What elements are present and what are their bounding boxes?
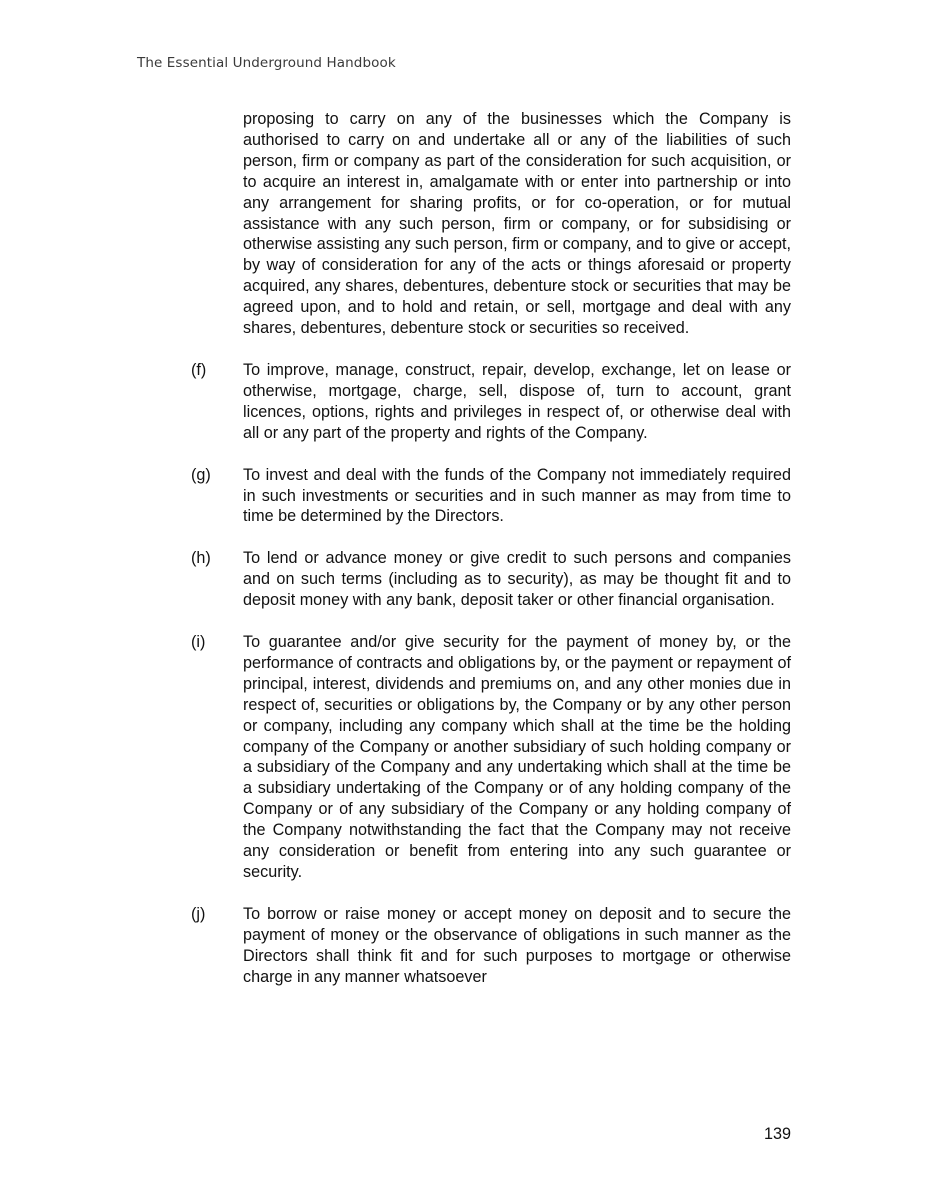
clause-label: (h) [191, 549, 211, 568]
clause-text: To invest and deal with the funds of the Company not immediately required in such investments or securities and in such manner as may from time to time be determined by the Directors. [243, 465, 791, 526]
clause-f [0, 360, 926, 444]
continuation-paragraph: proposing to carry on any of the businesses which the Company is authorised to carry on and undertake all or any of the liabilities of such person, firm or company as part of the consideration for such acquisition, or to acquire an interest in, amalgamate with or enter into partnership or into any arrangement for sharing profits, or for co-operation, or for mutual assistance with any such person, firm or company, or for subsidising or otherwise assisting any such person, firm or company, and to give or accept, by way of consideration for any of the acts or things aforesaid or property acquired, any shares, debentures, debenture stock or securities that may be agreed upon, and to hold and retain, or sell, mortgage and deal with any shares, debentures, debenture stock or securities so received. [243, 110, 791, 338]
clause-j [0, 904, 926, 988]
clause-text: To lend or advance money or give credit to such persons and companies and on such terms (including as to security), as may be thought fit and to deposit money with any bank, deposit taker or other financial organisation. [243, 549, 791, 610]
page-body [0, 109, 926, 988]
clause-label: (i) [191, 633, 206, 652]
clause-i [0, 632, 926, 883]
clause-label: (j) [191, 904, 206, 923]
running-header: The Essential Underground Handbook [137, 55, 396, 71]
clause-label: (g) [191, 465, 211, 484]
clause-text: To improve, manage, construct, repair, develop, exchange, let on lease or otherwise, mortgage, charge, sell, dispose of, turn to account, grant licences, options, rights and privileges in respect of, or otherwise deal with all or any part of the property and rights of the Company. [243, 360, 791, 442]
clause-text: To borrow or raise money or accept money on deposit and to secure the payment of money or the observance of obligations in such manner as the Directors shall think fit and for such purposes to mortgage or otherwise charge in any manner whatsoever [243, 904, 791, 986]
clause-label: (f) [191, 360, 207, 379]
clause-text: To guarantee and/or give security for the payment of money by, or the performance of contracts and obligations by, or the payment or repayment of principal, interest, dividends and premiums on, and any other monies due in respect of, securities or obligations by, the Company or by any other person or company, including any company which shall at the time be the holding company of the Company or another subsidiary of such holding company or a subsidiary of the Company and any undertaking which shall at the time be a subsidiary undertaking of the Company or of any holding company of the Company or of any subsidiary of the Company or any holding company of the Company notwithstanding the fact that the Company may not receive any consideration or benefit from entering into any such guarantee or security. [243, 633, 791, 881]
page-number: 139 [763, 1125, 791, 1143]
clause-g [0, 465, 926, 528]
clause-h [0, 548, 926, 611]
